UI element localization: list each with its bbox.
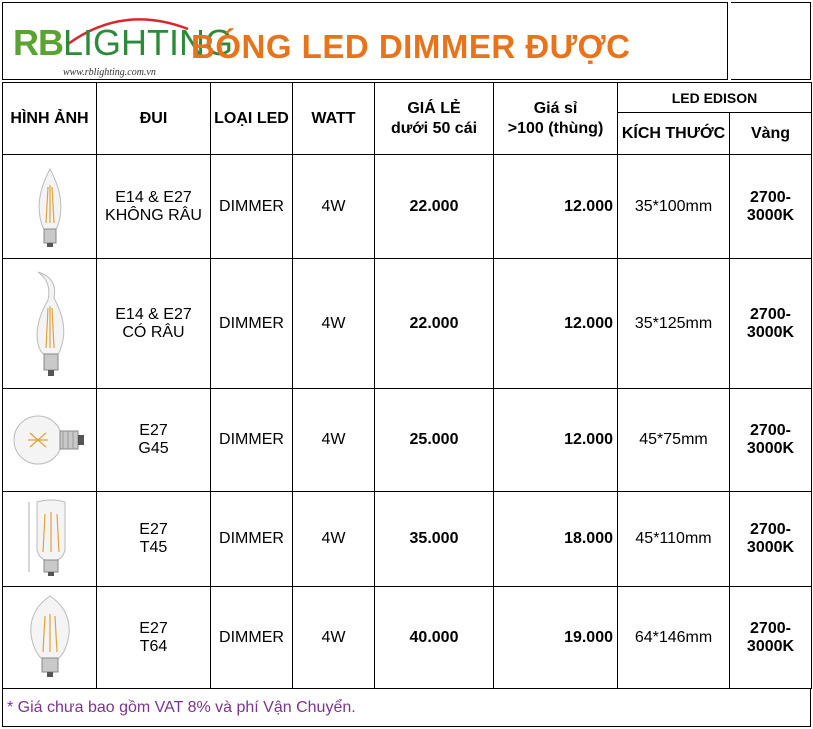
retail-price-cell: 35.000	[375, 492, 494, 587]
bulb-image-cell	[3, 389, 97, 492]
retail-price-cell: 22.000	[375, 259, 494, 389]
wholesale-price-cell: 12.000	[494, 259, 618, 389]
socket-cell	[97, 259, 211, 389]
socket-line1: E27	[139, 521, 168, 538]
globe-bulb-icon	[8, 407, 92, 473]
color-temp-cell: 2700-3000K	[730, 587, 812, 689]
socket-cell	[97, 389, 211, 492]
table-row	[3, 492, 812, 587]
socket-cell	[97, 587, 211, 689]
header-retail-line1: GIÁ LẺ	[407, 99, 461, 117]
size-cell: 45*110mm	[618, 492, 730, 587]
size-cell: 64*146mm	[618, 587, 730, 689]
socket-cell	[97, 155, 211, 259]
bulb-image-cell	[3, 587, 97, 689]
table-row	[3, 587, 812, 689]
socket-line1: E14 & E27	[115, 188, 192, 206]
socket-line2: T64	[139, 637, 168, 655]
retail-price-cell: 25.000	[375, 389, 494, 492]
retail-price-cell: 22.000	[375, 155, 494, 259]
logo-lighting: LIGHTING	[63, 22, 234, 63]
header-size: KÍCH THƯỚC	[618, 113, 730, 155]
header-wholesale-price	[494, 83, 618, 155]
color-temp-cell: 2700-3000K	[730, 492, 812, 587]
led-type-cell: DIMMER	[211, 259, 293, 389]
color-temp-cell: 2700-3000K	[730, 259, 812, 389]
size-cell: 35*100mm	[618, 155, 730, 259]
header-retail-line2: dưới 50 cái	[390, 119, 478, 137]
socket-line2: KHÔNG RÂU	[105, 206, 202, 224]
bulb-image-cell	[3, 492, 97, 587]
tube-bulb-icon	[15, 496, 85, 582]
header-image: HÌNH ẢNH	[3, 83, 97, 155]
edison-bulb-icon	[23, 592, 77, 684]
footnote-text: * Giá chưa bao gồm VAT 8% và phí Vận Chuyển.	[7, 699, 356, 716]
logo-url: www.rblighting.com.vn	[63, 67, 156, 78]
candle-bulb-icon	[30, 165, 70, 249]
table-row	[3, 259, 812, 389]
socket-cell	[97, 492, 211, 587]
watt-cell: 4W	[293, 259, 375, 389]
socket-line1: E27	[139, 422, 168, 439]
watt-cell: 4W	[293, 492, 375, 587]
bulb-image-cell	[3, 259, 97, 389]
wholesale-price-cell: 12.000	[494, 155, 618, 259]
watt-cell: 4W	[293, 389, 375, 492]
header-right-cell	[731, 2, 811, 80]
led-type-cell: DIMMER	[211, 155, 293, 259]
socket-line1: E14 & E27	[115, 305, 192, 323]
socket-line2: G45	[138, 440, 169, 457]
footnote	[2, 688, 811, 727]
wholesale-price-cell: 18.000	[494, 492, 618, 587]
color-temp-cell: 2700-3000K	[730, 389, 812, 492]
header-led-edison: LED EDISON	[618, 83, 812, 113]
header-wholesale-line2: >100 (thùng)	[507, 119, 604, 137]
header-watt: WATT	[293, 83, 375, 155]
led-type-cell: DIMMER	[211, 389, 293, 492]
retail-price-cell: 40.000	[375, 587, 494, 689]
led-type-cell: DIMMER	[211, 587, 293, 689]
price-table	[2, 82, 812, 689]
wholesale-price-cell: 19.000	[494, 587, 618, 689]
header-retail-price	[375, 83, 494, 155]
header-wholesale-line1: Giá sỉ	[533, 99, 578, 117]
watt-cell: 4W	[293, 155, 375, 259]
logo-rb: RB	[13, 22, 63, 63]
led-type-cell: DIMMER	[211, 492, 293, 587]
table-row	[3, 389, 812, 492]
table-row	[3, 155, 812, 259]
header-socket: ĐUI	[97, 83, 211, 155]
wholesale-price-cell: 12.000	[494, 389, 618, 492]
size-cell: 35*125mm	[618, 259, 730, 389]
color-temp-cell: 2700-3000K	[730, 155, 812, 259]
header-warm: Vàng	[730, 113, 812, 155]
watt-cell: 4W	[293, 587, 375, 689]
header-led-type: LOẠI LED	[211, 83, 293, 155]
flame-tip-bulb-icon	[28, 268, 72, 380]
size-cell: 45*75mm	[618, 389, 730, 492]
page-title: BÓNG LED DIMMER ĐƯỢC	[191, 28, 631, 65]
bulb-image-cell	[3, 155, 97, 259]
header	[2, 2, 728, 80]
socket-line2: T45	[139, 539, 168, 556]
socket-line1: E27	[139, 619, 168, 637]
socket-line2: CÓ RÂU	[122, 323, 185, 341]
